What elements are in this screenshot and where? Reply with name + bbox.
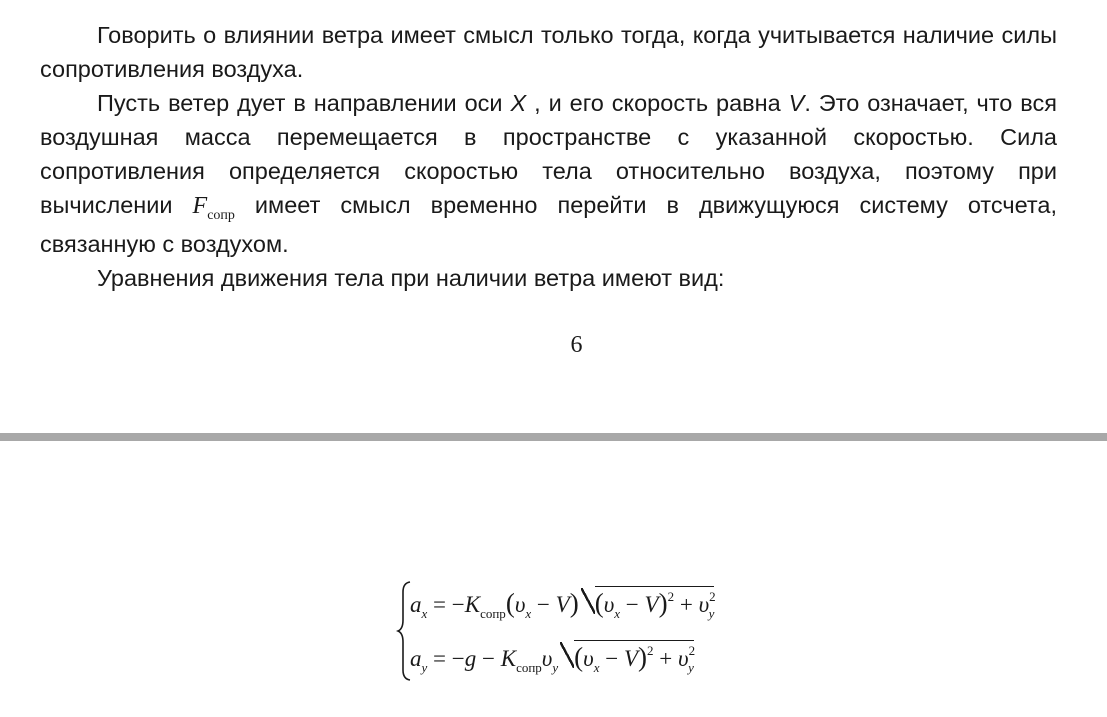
eq-operator: − [476,646,501,671]
resistance-force-symbol [192,193,235,223]
eq-subscript: y [708,606,715,621]
eq-paren: ( [594,588,604,618]
eq-superscript: 2 [647,643,654,658]
eq-operator: − [531,592,556,617]
eq-symbol: V [623,646,639,671]
eq-subscript: сопр [516,660,542,675]
eq-symbol: υ [514,592,526,617]
eq-subscript: y [421,660,428,675]
eq-operator: = − [427,592,465,617]
eq-operator: − [620,592,645,617]
eq-symbol: V [555,592,570,617]
body-text [40,18,1057,295]
eq-superscript: 2 [709,589,716,604]
paragraph-text: . Это означает, что вся воздушная масса перемещается в пространстве с указанной скоростью. Сила сопротивления определяется скоростью тела относительно воздуха, поэтому при вычислении [40,90,1057,218]
paragraph-text: Пусть ветер дует в направлении оси [97,90,511,116]
equation-x [410,586,714,619]
axis-symbol-x: X [510,90,527,116]
equation-system [396,578,766,684]
eq-paren: ) [638,642,648,672]
eq-paren: ) [569,588,579,618]
paragraph-text: имеет смысл временно перейти в движущуюся систему отсчета, связанную с воздухом. [40,192,1058,257]
eq-subscript: x [614,606,621,621]
eq-subscript: сопр [480,606,506,621]
page-break-divider [0,433,1107,441]
eq-symbol: a [410,592,422,617]
paragraph-equations-intro [40,261,1057,295]
eq-symbol: υ [583,646,594,671]
eq-symbol: υ [678,646,689,671]
radicand [595,586,715,619]
paragraph-wind-resistance [40,18,1057,86]
eq-symbol: υ [541,646,553,671]
eq-symbol: υ [698,592,710,617]
eq-subscript: y [552,660,559,675]
radicand [574,640,694,673]
eq-symbol: K [464,592,481,617]
eq-operator: + [674,592,699,617]
eq-symbol: υ [603,592,615,617]
eq-paren: ) [658,588,668,618]
force-letter: F [192,193,208,219]
eq-subscript: x [593,660,600,675]
equation-y [410,640,694,673]
paragraph-text: Уравнения движения тела при наличии ветра имеют вид: [97,265,725,291]
eq-superscript: 2 [688,643,696,658]
eq-operator: + [653,646,679,671]
eq-symbol: K [500,646,517,671]
eq-subscript: y [688,660,694,675]
eq-symbol: g [464,646,477,671]
paragraph-text: Говорить о влиянии ветра имеет смысл только тогда, когда учитывается наличие силы сопротивления воздуха. [40,22,1057,82]
eq-subscript: x [421,606,428,621]
sqrt-icon [560,640,694,673]
eq-paren: ( [505,588,515,618]
sqrt-icon [581,586,715,619]
page-number: 6 [570,332,583,358]
eq-operator: = − [427,646,465,671]
eq-subscript: x [525,606,532,621]
paragraph-text: , и его скорость равна [526,90,789,116]
eq-symbol: V [644,592,659,617]
eq-symbol: a [410,646,422,671]
force-subscript: сопр [207,208,235,223]
paragraph-wind-direction [40,86,1057,261]
eq-paren: ( [574,642,584,672]
wind-speed-symbol: V [788,90,805,116]
eq-operator: − [599,646,624,671]
eq-superscript: 2 [667,589,675,604]
